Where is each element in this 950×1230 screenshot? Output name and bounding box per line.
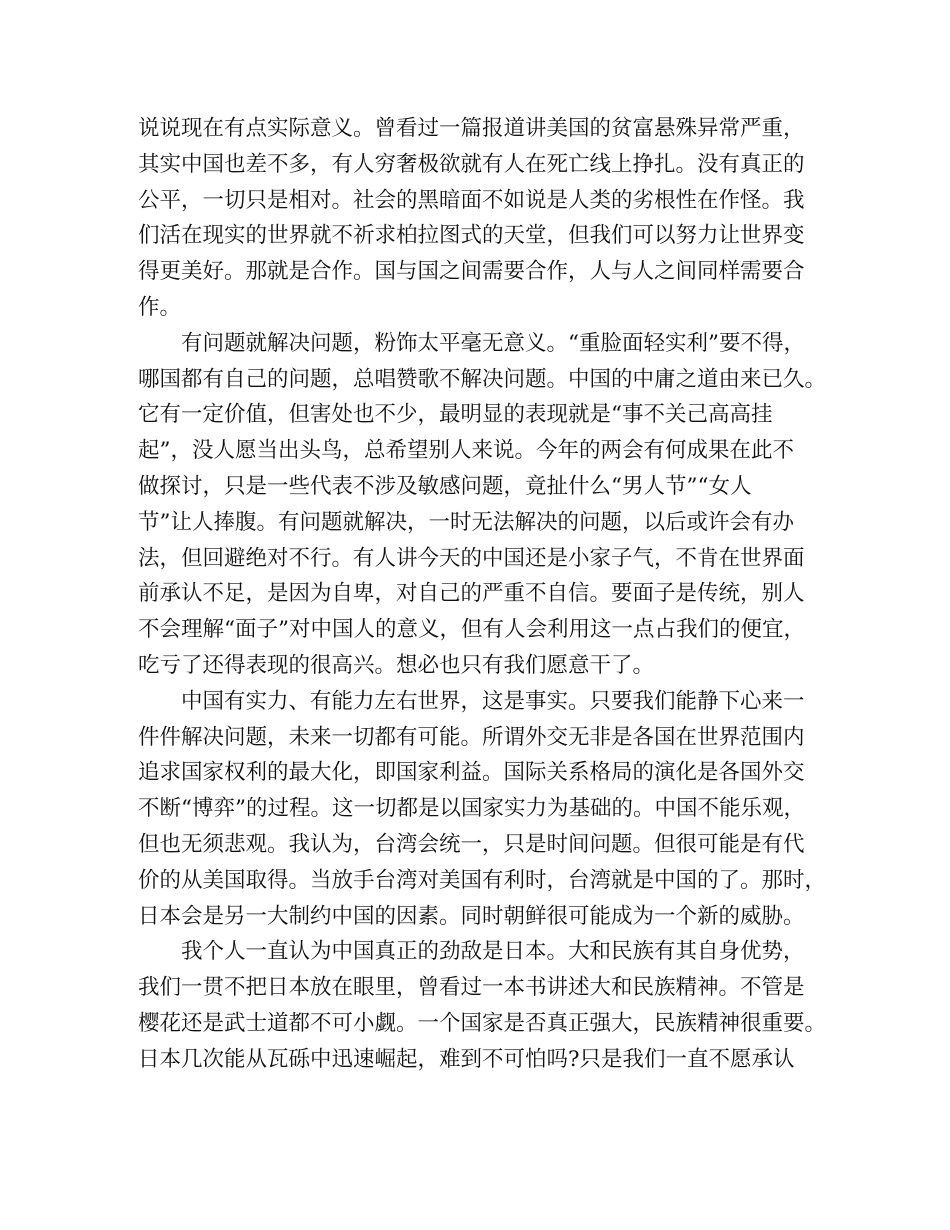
- text-line: 我们一贯不把日本放在眼里，曾看过一本书讲述大和民族精神。不管是: [138, 975, 805, 1001]
- text-line: 做探讨，只是一些代表不涉及敏感问题，竟扯什么“男人节”“女人: [138, 473, 752, 499]
- text-line: 前承认不足，是因为自卑，对自己的严重不自信。要面子是传统，别人: [138, 581, 805, 607]
- text-line: 其实中国也差不多，有人穷奢极欲就有人在死亡线上挣扎。没有真正的: [138, 151, 805, 177]
- text-line: 作。: [138, 294, 182, 320]
- text-line: 们活在现实的世界就不祈求柏拉图式的天堂，但我们可以努力让世界变: [138, 223, 805, 249]
- text-line: 日本会是另一大制约中国的因素。同时朝鲜很可能成为一个新的威胁。: [138, 903, 805, 929]
- text-line: 但也无须悲观。我认为，台湾会统一，只是时间问题。但很可能是有代: [138, 831, 805, 857]
- text-line: 中国有实力、有能力左右世界，这是事实。只要我们能静下心来一: [181, 688, 805, 714]
- text-line: 樱花还是武士道都不可小觑。一个国家是否真正强大，民族精神很重要。: [138, 1010, 827, 1036]
- paragraph: [138, 326, 828, 684]
- paragraph: [138, 111, 828, 326]
- text-line: 节”让人捧腹。有问题就解决，一时无法解决的问题，以后或许会有办: [138, 509, 794, 535]
- text-line: 它有一定价值，但害处也不少，最明显的表现就是“事不关己高高挂: [138, 402, 773, 428]
- paragraph: [138, 684, 828, 935]
- text-line: 哪国都有自己的问题，总唱赞歌不解决问题。中国的中庸之道由来已久。: [138, 366, 827, 392]
- text-line: 日本几次能从瓦砾中迅速崛起，难到不可怕吗?只是我们一直不愿承认: [138, 1046, 795, 1072]
- text-line: 吃亏了还得表现的很高兴。想必也只有我们愿意干了。: [138, 652, 655, 678]
- text-line: 件件解决问题，未来一切都有可能。所谓外交无非是各国在世界范围内: [138, 724, 805, 750]
- text-line: 法，但回避绝对不行。有人讲今天的中国还是小家子气，不肯在世界面: [138, 545, 805, 571]
- text-line: 说说现在有点实际意义。曾看过一篇报道讲美国的贫富悬殊异常严重，: [138, 116, 805, 141]
- text-line: 追求国家权利的最大化，即国家利益。国际关系格局的演化是各国外交: [138, 760, 805, 786]
- text-line: 公平，一切只是相对。社会的黑暗面不如说是人类的劣根性在作怪。我: [138, 187, 805, 213]
- text-line: 有问题就解决问题，粉饰太平毫无意义。“重脸面轻实利”要不得，: [181, 330, 805, 356]
- body-text: [138, 111, 828, 1078]
- text-line: 起”，没人愿当出头鸟，总希望别人来说。今年的两会有何成果在此不: [138, 438, 794, 464]
- text-line: 不断“博弈”的过程。这一切都是以国家实力为基础的。中国不能乐观，: [138, 796, 805, 822]
- text-line: 价的从美国取得。当放手台湾对美国有利时，台湾就是中国的了。那时，: [138, 867, 827, 893]
- paragraph: [138, 934, 828, 1077]
- text-line: 得更美好。那就是合作。国与国之间需要合作，人与人之间同样需要合: [138, 259, 805, 285]
- text-line: 不会理解“面子”对中国人的意义，但有人会利用这一点占我们的便宜，: [138, 617, 805, 643]
- text-line: 我个人一直认为中国真正的劲敌是日本。大和民族有其自身优势，: [181, 939, 805, 965]
